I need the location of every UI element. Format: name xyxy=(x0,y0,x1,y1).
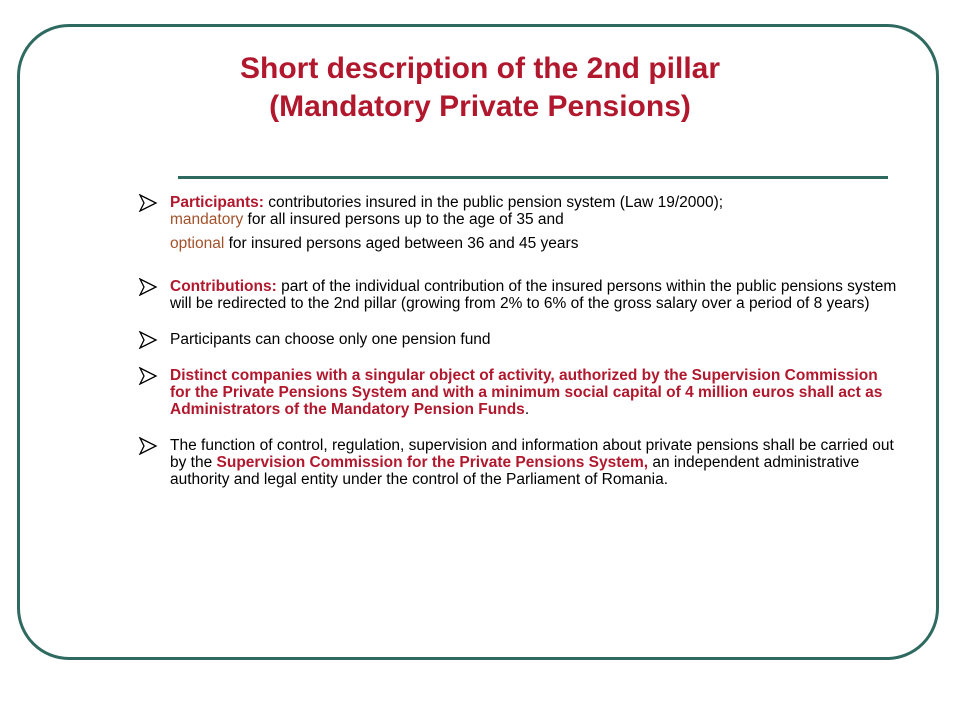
optional-line xyxy=(170,235,898,252)
bullet-single-fund xyxy=(138,331,898,348)
bullet-list xyxy=(138,194,898,507)
bullet-contributions xyxy=(138,278,898,312)
participants-text: contributories insured in the public pension system (Law 19/2000); xyxy=(263,194,724,211)
contributions-label: Contributions: xyxy=(170,278,277,295)
supervision-pre: The function of control, regulation, supervision and information about private pensions shall be carried out by the xyxy=(170,437,894,471)
optional-text: for insured persons aged between 36 and 45 years xyxy=(224,235,579,252)
single-fund-text: Participants can choose only one pension fund xyxy=(170,331,491,348)
arrowhead-bullet-icon xyxy=(138,331,158,349)
administrators-text: Distinct companies with a singular object of activity, authorized by the Supervision Commission for the Private Pensions System and with a minimum social capital of 4 million euros shall act as Administrators of the Mandatory Pension Funds xyxy=(170,367,883,418)
bullet-participants xyxy=(138,194,898,252)
arrowhead-bullet-icon xyxy=(138,367,158,385)
slide-title xyxy=(0,50,960,126)
mandatory-text: for all insured persons up to the age of 35 and xyxy=(243,211,564,228)
supervision-post: an independent administrative authority and legal entity under the control of the Parliament of Romania. xyxy=(170,454,860,488)
administrators-tail: . xyxy=(524,401,530,418)
arrowhead-bullet-icon xyxy=(138,278,158,296)
title-line-2: (Mandatory Private Pensions) xyxy=(269,90,691,123)
optional-keyword: optional xyxy=(170,235,225,252)
title-divider xyxy=(178,176,888,179)
contributions-text: part of the individual contribution of the insured persons within the public pensions system will be redirected to the 2nd pillar (growing from 2% to 6% of the gross salary over a period of 8 years) xyxy=(170,278,897,312)
participants-label: Participants: xyxy=(170,194,264,211)
arrowhead-bullet-icon xyxy=(138,437,158,455)
supervision-commission: Supervision Commission for the Private Pensions System, xyxy=(216,454,649,471)
mandatory-keyword: mandatory xyxy=(170,211,244,228)
arrowhead-bullet-icon xyxy=(138,194,158,212)
bullet-supervision xyxy=(138,437,898,488)
bullet-administrators xyxy=(138,367,898,418)
title-line-1: Short description of the 2nd pillar xyxy=(239,52,721,85)
